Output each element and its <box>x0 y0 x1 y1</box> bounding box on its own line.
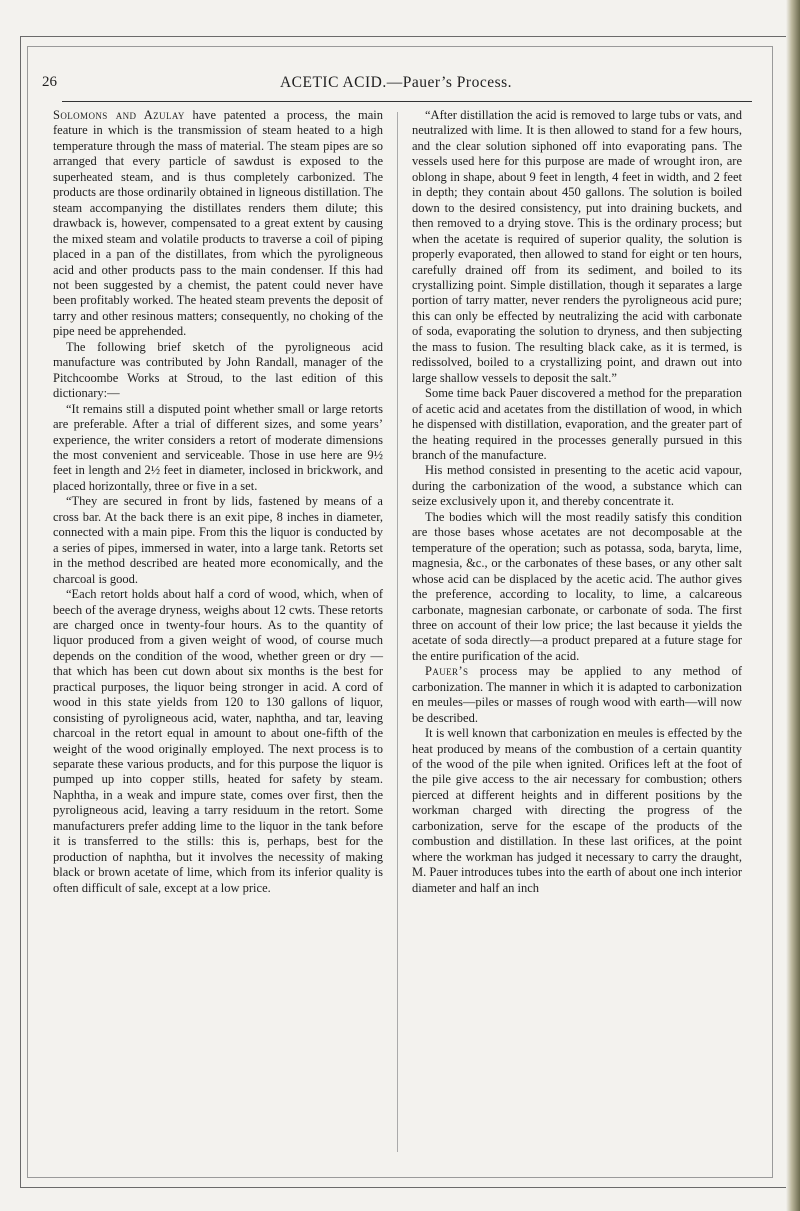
paragraph-pauer-discovery: Some time back Pauer discovered a method for the preparation of acetic acid and acetates from the distillation of wood, in which he dispensed with distillation, evaporation, and the greater part of the heating required in the processes generally pursued in this branch of the manufacture. <box>412 386 742 462</box>
right-column <box>412 108 742 896</box>
paragraph-lead: Solomons and Azulay <box>53 108 185 122</box>
paragraph-retorts: “It remains still a disputed point whether small or large retorts are preferable. After a trial of different sizes, and some years’ experience, the writer considers a retort of moderate dimensions the most convenient and serviceable. Those in use here are 9½ feet in length and 2½ feet in diameter, inclosed in brickwork, and placed horizontally, three or five in a set. <box>53 401 383 493</box>
paragraph-pauer-method: His method consisted in presenting to the acetic acid vapour, during the carbonization of the wood, a substance which can seize exclusively upon it, and thereby concentrate it. <box>412 463 742 509</box>
paragraph-after-distillation: “After distillation the acid is removed to large tubs or vats, and neutralized with lime. It is then allowed to stand for a few hours, and the clear solution siphoned off into evaporating pans. The vessels used here for this purpose are made of wrought iron, are oblong in shape, about 9 feet in length, 4 feet in width, and 2 feet in depth; they contain about 450 gallons. The solution is boiled down to the desired consistency, put into draining buckets, and then removed to a drying stove. This is the ordinary process; but when the acetate is required of superior quality, the solution is properly evaporated, then allowed to stand for eight or ten hours, carefully drained off from its sediment, and boiled to its crystallizing point. Simple distillation, though it separates a large portion of tarry matter, never renders the pyroligneous acid pure; this can only be effected by neutralizing the acid with carbonate of soda, evaporating the solution to dryness, and then subjecting the mass to fusion. The resulting black cake, as it is termed, is redissolved, boiled to a crystallizing point, and drawn out into large shallow vessels to deposit the salt.” <box>412 108 742 385</box>
paragraph-cord-of-wood: “Each retort holds about half a cord of wood, which, when of beech of the average dryness, weighs about 12 cwts. These retorts are charged once in twenty-four hours. As to the quantity of liquor produced from a given weight of wood, of course much depends on the condition of the wood, whether green or dry —that which has been cut down about six months is the best for practical purposes, the liquor being stronger in acid. A cord of wood in this state yields from 120 to 130 gallons of liquor, consisting of pyroligneous acid, water, naphtha, and tar, leaving charcoal in the retort equal in amount to about one-fifth of the weight of the wood originally employed. The next process is to separate these various products, and for this purpose the liquor is pumped up into copper stills, heated for safety by steam. Naphtha, in a weak and impure state, comes over first, then the pyroligneous acid, leaving a tarry residuum in the retort. Some manufacturers prefer adding lime to the liquor in the tank before it is transferred to the stills: this is, perhaps, best for the production of naphtha, but it involves the necessity of making black or brown acetate of lime, which from its inferior quality is often difficult of sale, except at a low price. <box>53 587 383 895</box>
paragraph-lead: Pauer’s <box>425 664 469 679</box>
paragraph-lids: “They are secured in front by lids, fastened by means of a cross bar. At the back there is an exit pipe, 8 inches in diameter, connected with a main pipe. From this the liquor is conducted by a series of pipes, immersed in water, into a large tank. Retorts set in the method described are heated more economically, and the charcoal is good. <box>53 494 383 586</box>
paragraph-bases: The bodies which will the most readily satisfy this condition are those bases whose acetates are not decomposable at the temperature of the operation; such as potassa, soda, baryta, lime, magnesia, &c., or the carbonates of these bases, or any other salt whose acid can be displaced by the acetic acid. The author gives the preference, according to locality, to lime, a calcareous carbonate, magnesian carbonate, or carbonate of soda. The first three on account of their low price; the last because it yields the acetate of soda directly—a product prepared at a future stage for the entire purification of the acid. <box>412 509 742 663</box>
book-edge-shadow <box>786 0 800 1211</box>
column-divider <box>397 112 398 1152</box>
paragraph-randall-intro: The following brief sketch of the pyroligneous acid manufacture was contributed by John Randall, manager of the Pitchcoombe Works at Stroud, to the last edition of this dictionary:— <box>53 339 383 401</box>
left-column <box>53 108 383 896</box>
paragraph-text: have patented a process, the main feature in which is the transmission of steam heated to a high temperature through the mass of material. The steam pipes are so arranged that every particle of sawdust is exposed to the superheated steam, and is thus completely carbonized. The products are those ordinarily obtained in ligneous distillation. The steam accompanying the distillates renders them dilute; this drawback is, however, compensated to a great extent by causing the mixed steam and volatile products to traverse a coil of piping placed in a pan of the distillates, from which the pyroligneous acid and other products pass to the main condenser. If this had not been suggested by a chemist, the patent could never have been profitably worked. The heated steam prevents the deposit of tarry and other resinous matters; consequently, no choking of the pipe need be apprehended. <box>53 108 383 339</box>
running-title: ACETIC ACID.—Pauer’s Process. <box>279 74 513 91</box>
header-rule <box>62 101 752 102</box>
paragraph-text: process may be applied to any method of carbonization. The manner in which it is adapted to carbonization en meules—piles or masses of rough wood with earth—will now be described. <box>412 664 742 725</box>
page-number: 26 <box>42 74 57 90</box>
paragraph-solomons <box>53 108 383 340</box>
paragraph-pauers-process <box>412 664 742 726</box>
page-header <box>42 74 750 102</box>
paragraph-meules: It is well known that carbonization en meules is effected by the heat produced by means of the combustion of a certain quantity of the wood of the pile when ignited. Orifices left at the foot of the pile give access to the air necessary for combustion; others pierced at different heights and in different positions by the workman charged with directing the progress of the carbonization, serve for the escape of the products of the combustion and distillation. In these last orifices, at the point where the workman has judged it necessary to carry the draught, M. Pauer introduces tubes into the earth of about one inch interior diameter and half an inch <box>412 726 742 895</box>
